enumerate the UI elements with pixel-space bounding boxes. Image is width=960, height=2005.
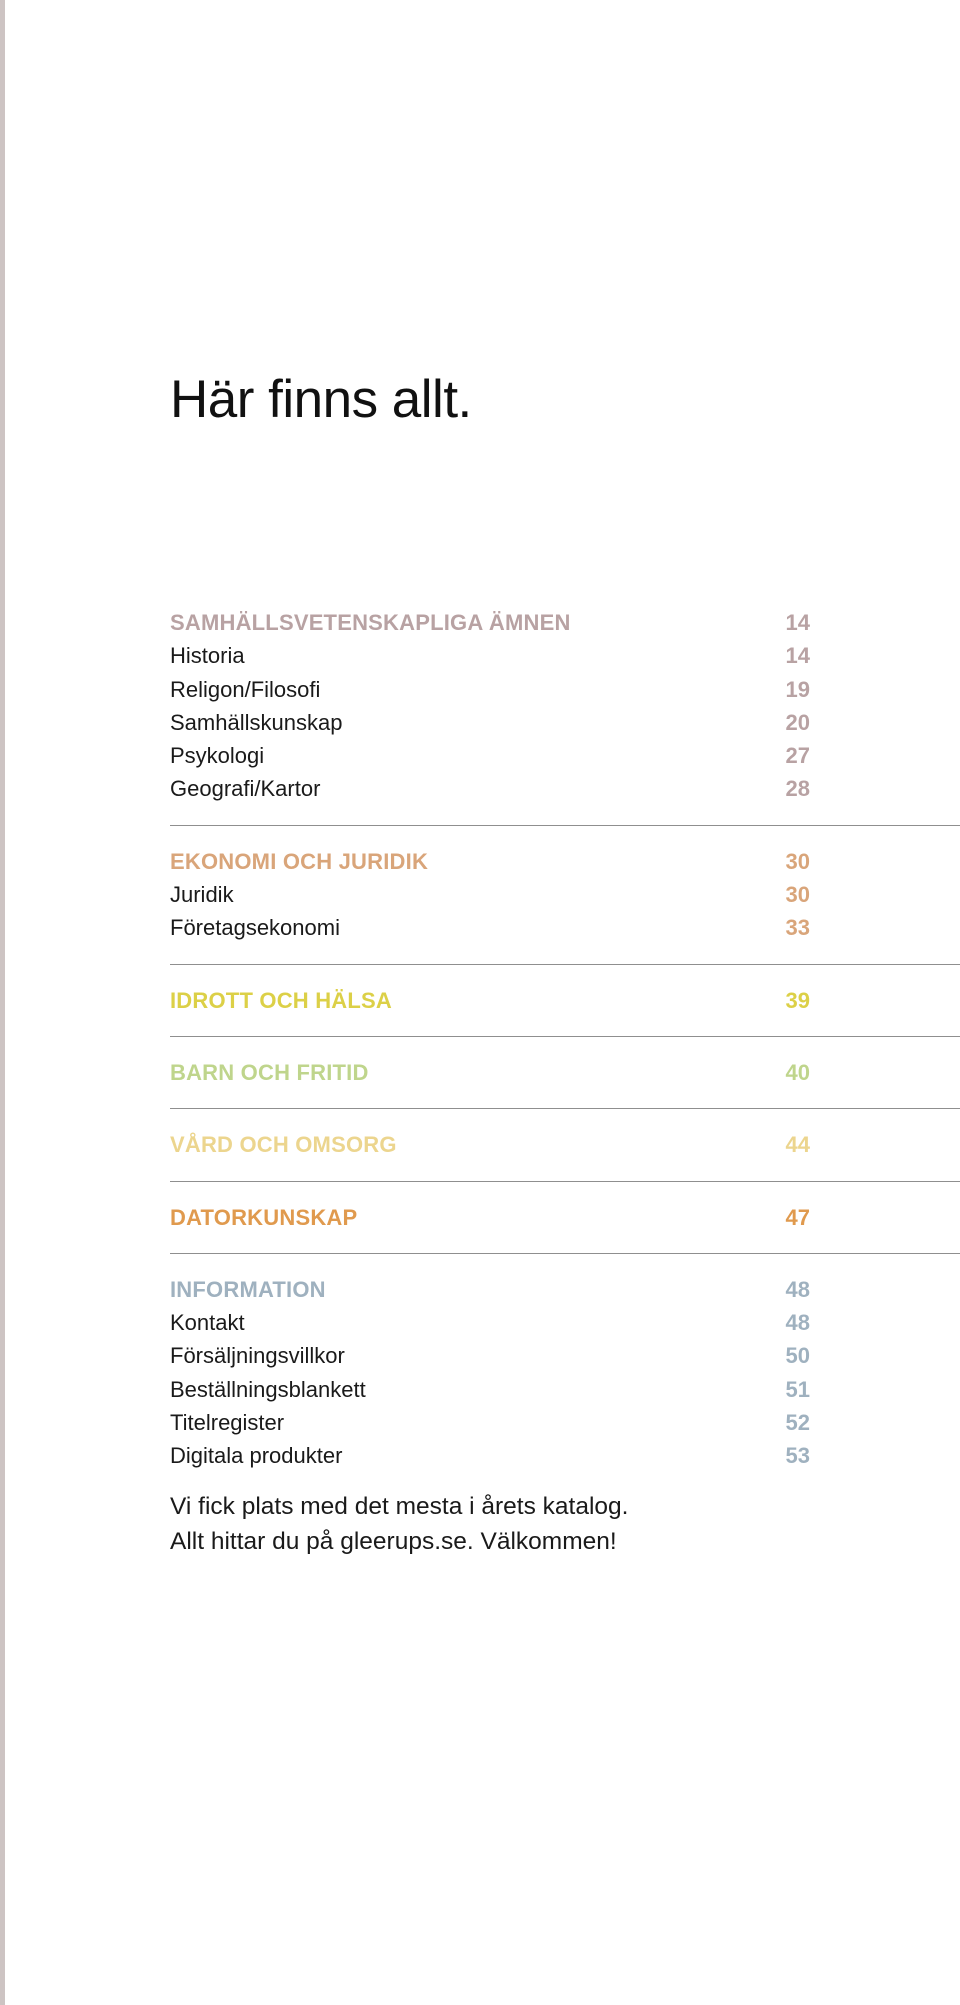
toc-entry-label: Psykologi [170,743,265,769]
toc-entry[interactable] [170,1373,960,1406]
section-page-number: 47 [785,1204,810,1230]
toc-entry[interactable] [170,739,960,772]
toc-entry-page-number: 20 [785,709,810,735]
toc-section [170,1108,960,1161]
toc-entry-label: Juridik [170,882,234,908]
section-heading-label: BARN OCH FRITID [170,1059,369,1085]
toc-entry-label: Religon/Filosofi [170,676,321,702]
toc-entry-label: Digitala produkter [170,1443,343,1469]
toc-entry-page-number: 30 [785,882,810,908]
closing-line-2: Allt hittar du på gleerups.se. Välkommen! [170,1528,617,1555]
section-heading-label: EKONOMI OCH JURIDIK [170,848,429,874]
toc-entry[interactable] [170,1439,960,1472]
toc-entry-label: Företagsekonomi [170,915,340,941]
section-page-number: 14 [785,610,810,635]
toc-entry-page-number: 48 [785,1310,810,1336]
section-heading-label: SAMHÄLLSVETENSKAPLIGA ÄMNEN [170,610,571,635]
section-heading-label: IDROTT OCH HÄLSA [170,987,392,1013]
toc-entry[interactable] [170,772,960,805]
toc-entry-page-number: 19 [785,676,810,702]
toc-entry-page-number: 50 [785,1343,810,1369]
toc-section-heading[interactable] [170,1201,960,1234]
toc-entry-label: Historia [170,643,245,669]
section-page-number: 44 [785,1132,810,1158]
toc-section-heading[interactable] [170,606,960,639]
toc-entry-page-number: 51 [785,1376,810,1402]
toc-entry-label: Kontakt [170,1310,245,1336]
toc-section [170,1181,960,1234]
section-page-number: 39 [785,987,810,1013]
toc-entry-label: Geografi/Kartor [170,776,321,802]
toc-entry-page-number: 27 [785,743,810,769]
toc-entry[interactable] [170,911,960,944]
toc-entry-page-number: 52 [785,1410,810,1436]
toc-entry-page-number: 33 [785,915,810,941]
section-page-number: 30 [785,848,810,874]
toc-entry[interactable] [170,639,960,672]
page-title: Här finns allt. [170,370,472,429]
toc-section [170,1253,960,1473]
toc-entry-page-number: 53 [785,1443,810,1469]
table-of-contents [170,606,960,1473]
toc-section-heading[interactable] [170,1056,960,1089]
section-heading-label: VÅRD OCH OMSORG [170,1132,397,1158]
left-margin-bar [0,0,5,2005]
closing-text [170,1489,628,1559]
section-page-number: 48 [785,1276,810,1302]
toc-section [170,825,960,945]
toc-section-heading[interactable] [170,1273,960,1306]
toc-section-heading[interactable] [170,1128,960,1161]
toc-section [170,606,960,806]
toc-section [170,1036,960,1089]
toc-entry[interactable] [170,1306,960,1339]
toc-entry-label: Försäljningsvillkor [170,1343,345,1369]
toc-entry[interactable] [170,1339,960,1372]
section-heading-label: INFORMATION [170,1276,326,1302]
toc-section-heading[interactable] [170,984,960,1017]
toc-section-heading[interactable] [170,845,960,878]
toc-entry-label: Titelregister [170,1410,285,1436]
toc-section [170,964,960,1017]
toc-entry[interactable] [170,1406,960,1439]
closing-line-1: Vi fick plats med det mesta i årets katalog. [170,1493,629,1520]
toc-entry-label: Samhällskunskap [170,709,343,735]
toc-entry[interactable] [170,878,960,911]
section-heading-label: DATORKUNSKAP [170,1204,358,1230]
section-page-number: 40 [785,1059,810,1085]
toc-entry-page-number: 14 [785,643,810,669]
toc-entry[interactable] [170,706,960,739]
toc-entry-page-number: 28 [785,776,810,802]
toc-entry[interactable] [170,673,960,706]
toc-entry-label: Beställningsblankett [170,1376,366,1402]
